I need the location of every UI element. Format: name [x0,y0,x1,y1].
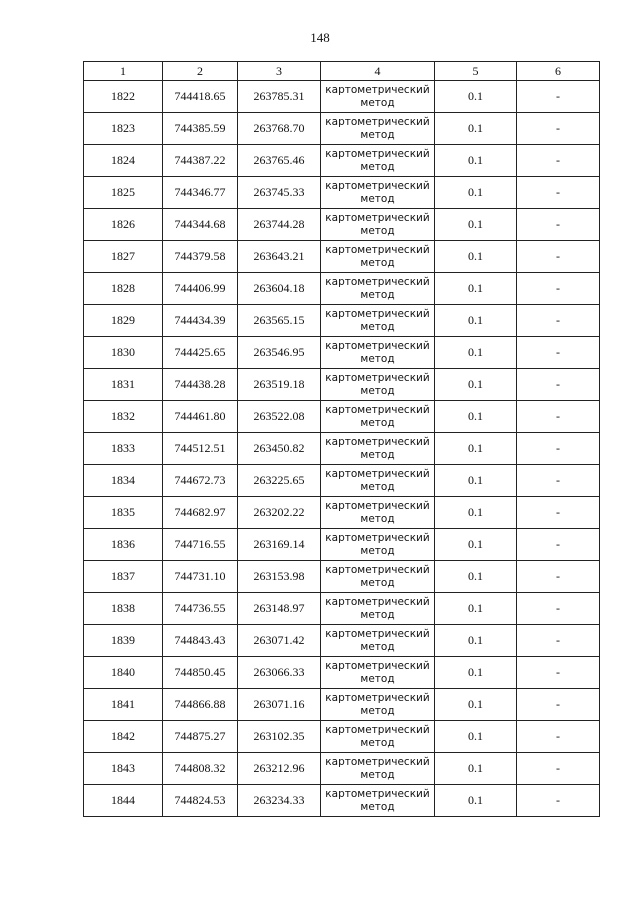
y-coordinate-cell: 263066.33 [238,657,321,689]
accuracy-cell: 0.1 [435,113,517,145]
x-coordinate-cell: 744682.97 [163,497,238,529]
x-coordinate-cell: 744716.55 [163,529,238,561]
x-coordinate-cell: 744850.45 [163,657,238,689]
point-number-cell: 1838 [84,593,163,625]
note-cell: - [517,561,600,593]
accuracy-cell: 0.1 [435,593,517,625]
method-cell: картометрический метод [321,305,435,337]
method-cell: картометрический метод [321,561,435,593]
accuracy-cell: 0.1 [435,177,517,209]
table-row [84,625,600,657]
y-coordinate-cell: 263765.46 [238,145,321,177]
accuracy-cell: 0.1 [435,497,517,529]
table-row [84,561,600,593]
method-cell: картометрический метод [321,145,435,177]
y-coordinate-cell: 263153.98 [238,561,321,593]
y-coordinate-cell: 263785.31 [238,81,321,113]
table-row [84,241,600,273]
table-row [84,753,600,785]
method-cell: картометрический метод [321,465,435,497]
y-coordinate-cell: 263519.18 [238,369,321,401]
x-coordinate-cell: 744875.27 [163,721,238,753]
note-cell: - [517,753,600,785]
accuracy-cell: 0.1 [435,529,517,561]
x-coordinate-cell: 744346.77 [163,177,238,209]
note-cell: - [517,465,600,497]
point-number-cell: 1835 [84,497,163,529]
note-cell: - [517,625,600,657]
header-col-3: 3 [238,62,321,81]
x-coordinate-cell: 744808.32 [163,753,238,785]
table-row [84,209,600,241]
method-cell: картометрический метод [321,241,435,273]
note-cell: - [517,657,600,689]
table-row [84,177,600,209]
method-cell: картометрический метод [321,657,435,689]
y-coordinate-cell: 263169.14 [238,529,321,561]
y-coordinate-cell: 263450.82 [238,433,321,465]
table-row [84,337,600,369]
x-coordinate-cell: 744438.28 [163,369,238,401]
table-row [84,401,600,433]
method-cell: картометрический метод [321,113,435,145]
x-coordinate-cell: 744824.53 [163,785,238,817]
header-col-5: 5 [435,62,517,81]
method-cell: картометрический метод [321,721,435,753]
y-coordinate-cell: 263148.97 [238,593,321,625]
accuracy-cell: 0.1 [435,241,517,273]
accuracy-cell: 0.1 [435,369,517,401]
method-cell: картометрический метод [321,209,435,241]
y-coordinate-cell: 263234.33 [238,785,321,817]
method-cell: картометрический метод [321,529,435,561]
table-row [84,785,600,817]
method-cell: картометрический метод [321,785,435,817]
y-coordinate-cell: 263744.28 [238,209,321,241]
method-cell: картометрический метод [321,497,435,529]
y-coordinate-cell: 263604.18 [238,273,321,305]
point-number-cell: 1836 [84,529,163,561]
method-cell: картометрический метод [321,273,435,305]
note-cell: - [517,209,600,241]
y-coordinate-cell: 263202.22 [238,497,321,529]
table-header [84,62,600,81]
point-number-cell: 1837 [84,561,163,593]
header-col-2: 2 [163,62,238,81]
note-cell: - [517,369,600,401]
x-coordinate-cell: 744434.39 [163,305,238,337]
x-coordinate-cell: 744731.10 [163,561,238,593]
x-coordinate-cell: 744461.80 [163,401,238,433]
accuracy-cell: 0.1 [435,305,517,337]
point-number-cell: 1844 [84,785,163,817]
header-row [84,62,600,81]
point-number-cell: 1824 [84,145,163,177]
x-coordinate-cell: 744425.65 [163,337,238,369]
table-row [84,305,600,337]
note-cell: - [517,401,600,433]
y-coordinate-cell: 263102.35 [238,721,321,753]
method-cell: картометрический метод [321,753,435,785]
point-number-cell: 1832 [84,401,163,433]
method-cell: картометрический метод [321,593,435,625]
table-body [84,81,600,817]
y-coordinate-cell: 263071.42 [238,625,321,657]
method-cell: картометрический метод [321,625,435,657]
note-cell: - [517,721,600,753]
x-coordinate-cell: 744379.58 [163,241,238,273]
method-cell: картометрический метод [321,401,435,433]
y-coordinate-cell: 263546.95 [238,337,321,369]
note-cell: - [517,497,600,529]
point-number-cell: 1843 [84,753,163,785]
y-coordinate-cell: 263768.70 [238,113,321,145]
note-cell: - [517,593,600,625]
accuracy-cell: 0.1 [435,561,517,593]
point-number-cell: 1834 [84,465,163,497]
table-row [84,369,600,401]
note-cell: - [517,433,600,465]
point-number-cell: 1839 [84,625,163,657]
note-cell: - [517,785,600,817]
accuracy-cell: 0.1 [435,81,517,113]
method-cell: картометрический метод [321,369,435,401]
x-coordinate-cell: 744387.22 [163,145,238,177]
y-coordinate-cell: 263522.08 [238,401,321,433]
point-number-cell: 1822 [84,81,163,113]
header-col-1: 1 [84,62,163,81]
note-cell: - [517,241,600,273]
x-coordinate-cell: 744843.43 [163,625,238,657]
method-cell: картометрический метод [321,433,435,465]
method-cell: картометрический метод [321,337,435,369]
note-cell: - [517,337,600,369]
point-number-cell: 1842 [84,721,163,753]
point-number-cell: 1827 [84,241,163,273]
x-coordinate-cell: 744672.73 [163,465,238,497]
note-cell: - [517,305,600,337]
y-coordinate-cell: 263071.16 [238,689,321,721]
x-coordinate-cell: 744512.51 [163,433,238,465]
y-coordinate-cell: 263643.21 [238,241,321,273]
point-number-cell: 1829 [84,305,163,337]
note-cell: - [517,113,600,145]
accuracy-cell: 0.1 [435,625,517,657]
x-coordinate-cell: 744385.59 [163,113,238,145]
x-coordinate-cell: 744866.88 [163,689,238,721]
table-row [84,721,600,753]
header-col-6: 6 [517,62,600,81]
y-coordinate-cell: 263565.15 [238,305,321,337]
note-cell: - [517,145,600,177]
method-cell: картометрический метод [321,177,435,209]
table-row [84,657,600,689]
accuracy-cell: 0.1 [435,721,517,753]
accuracy-cell: 0.1 [435,209,517,241]
point-number-cell: 1833 [84,433,163,465]
table-row [84,593,600,625]
accuracy-cell: 0.1 [435,465,517,497]
table-row [84,81,600,113]
point-number-cell: 1840 [84,657,163,689]
point-number-cell: 1830 [84,337,163,369]
table-row [84,145,600,177]
point-number-cell: 1841 [84,689,163,721]
point-number-cell: 1831 [84,369,163,401]
note-cell: - [517,529,600,561]
table-row [84,433,600,465]
point-number-cell: 1826 [84,209,163,241]
y-coordinate-cell: 263745.33 [238,177,321,209]
table-row [84,529,600,561]
accuracy-cell: 0.1 [435,753,517,785]
y-coordinate-cell: 263225.65 [238,465,321,497]
accuracy-cell: 0.1 [435,433,517,465]
note-cell: - [517,273,600,305]
table-row [84,113,600,145]
point-number-cell: 1828 [84,273,163,305]
x-coordinate-cell: 744418.65 [163,81,238,113]
point-number-cell: 1825 [84,177,163,209]
coordinates-table [83,61,600,817]
method-cell: картометрический метод [321,81,435,113]
accuracy-cell: 0.1 [435,785,517,817]
x-coordinate-cell: 744736.55 [163,593,238,625]
x-coordinate-cell: 744406.99 [163,273,238,305]
table-row [84,689,600,721]
accuracy-cell: 0.1 [435,145,517,177]
y-coordinate-cell: 263212.96 [238,753,321,785]
method-cell: картометрический метод [321,689,435,721]
header-col-4: 4 [321,62,435,81]
x-coordinate-cell: 744344.68 [163,209,238,241]
table-row [84,273,600,305]
accuracy-cell: 0.1 [435,657,517,689]
note-cell: - [517,177,600,209]
accuracy-cell: 0.1 [435,689,517,721]
accuracy-cell: 0.1 [435,273,517,305]
note-cell: - [517,689,600,721]
table-row [84,497,600,529]
point-number-cell: 1823 [84,113,163,145]
accuracy-cell: 0.1 [435,337,517,369]
note-cell: - [517,81,600,113]
table-row [84,465,600,497]
page-number: 148 [310,30,330,45]
accuracy-cell: 0.1 [435,401,517,433]
